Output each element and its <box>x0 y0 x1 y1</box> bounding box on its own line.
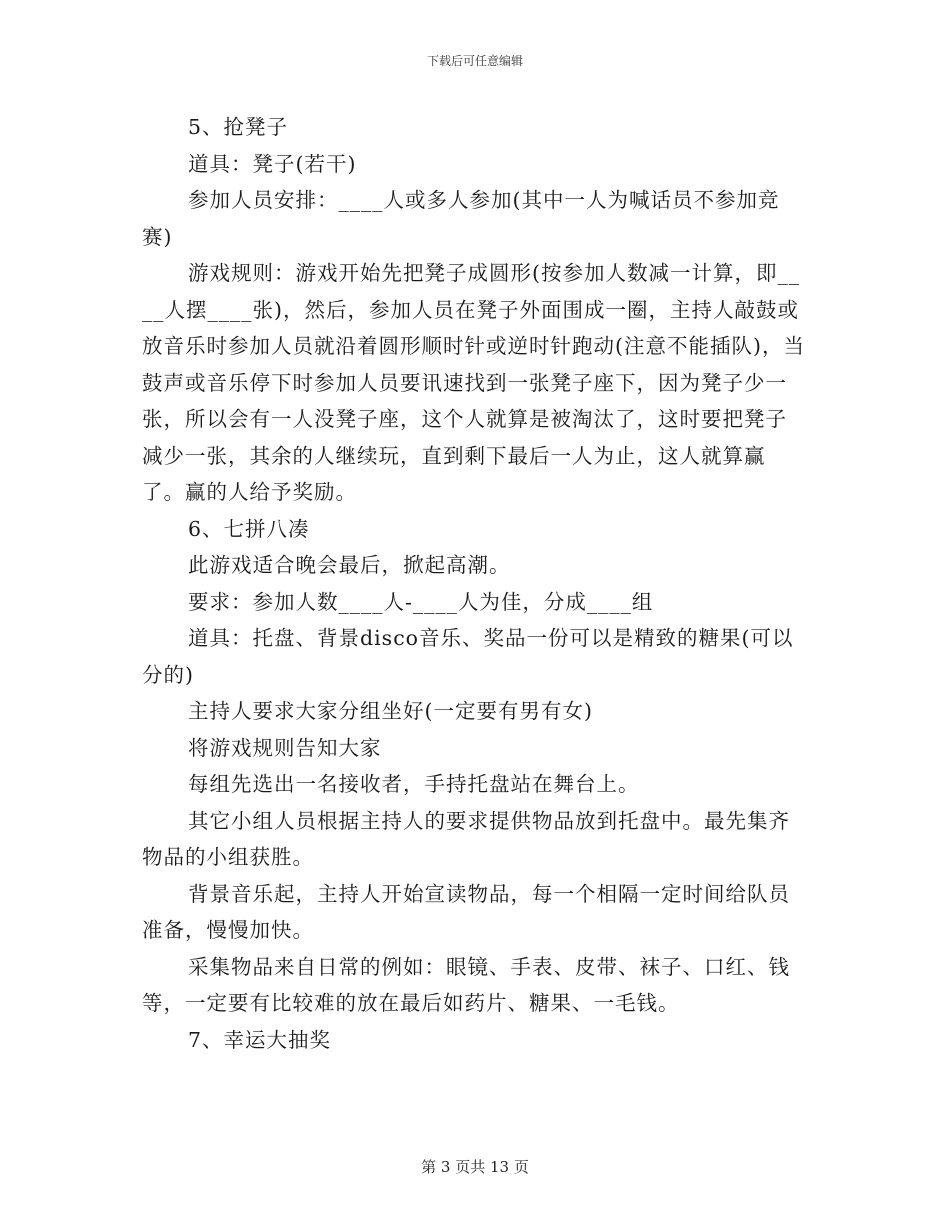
paragraph-announce-rules: 将游戏规则告知大家 <box>188 735 382 760</box>
paragraph-props-2: 道具：托盘、背景disco音乐、奖品一份可以是精致的糖果(可以分的) <box>142 626 794 687</box>
section-heading-grab-stools: 5、抢凳子 <box>188 115 289 139</box>
paragraph-game-rules: 游戏规则：游戏开始先把凳子成圆形(按参加人数减一计算，即____人摆____张)，然后，参加人员在凳子外面围成一圈，主持人敲鼓或放音乐时参加人员就沿着圆形顺时针或逆时针跑动(注意不能插队)，当鼓声或音乐停下时参加人员要讯速找到一张凳子座下，因为凳子少一张，所以会有一人没凳子座，这个人就算是被淘汰了，这时要把凳子减少一张，其余的人继续玩，直到剩下最后一人为止，这人就算赢了。赢的人给予奖励。 <box>142 261 805 504</box>
page-header: 下载后可任意编辑 <box>426 54 523 68</box>
paragraph-host-grouping: 主持人要求大家分组坐好(一定要有男有女) <box>188 699 593 723</box>
paragraph-provide-items: 其它小组人员根据主持人的要求提供物品放到托盘中。最先集齐物品的小组获胜。 <box>142 808 790 869</box>
paragraph-requirements: 要求：参加人数____人-____人为佳，分成____组 <box>188 589 654 614</box>
paragraph-receiver: 每组先选出一名接收者，手持托盘站在舞台上。 <box>188 772 640 796</box>
paragraph-props: 道具：凳子(若干) <box>188 151 357 176</box>
paragraph-suitability: 此游戏适合晚会最后，掀起高潮。 <box>188 553 511 577</box>
section-heading-lucky-draw: 7、幸运大抽奖 <box>188 1027 332 1052</box>
document-body <box>142 109 808 1058</box>
page-footer: 第 3 页共 13 页 <box>421 1158 529 1176</box>
paragraph-items-examples: 采集物品来自日常的例如：眼镜、手表、皮带、袜子、口红、钱等，一定要有比较难的放在最后如药片、糖果、一毛钱。 <box>142 954 790 1015</box>
paragraph-music-start: 背景音乐起，主持人开始宣读物品，每一个相隔一定时间给队员准备，慢慢加快。 <box>142 881 790 942</box>
section-heading-patchwork: 6、七拼八凑 <box>188 516 310 541</box>
paragraph-participants: 参加人员安排：____人或多人参加(其中一人为喊话员不参加竞赛) <box>142 188 780 249</box>
